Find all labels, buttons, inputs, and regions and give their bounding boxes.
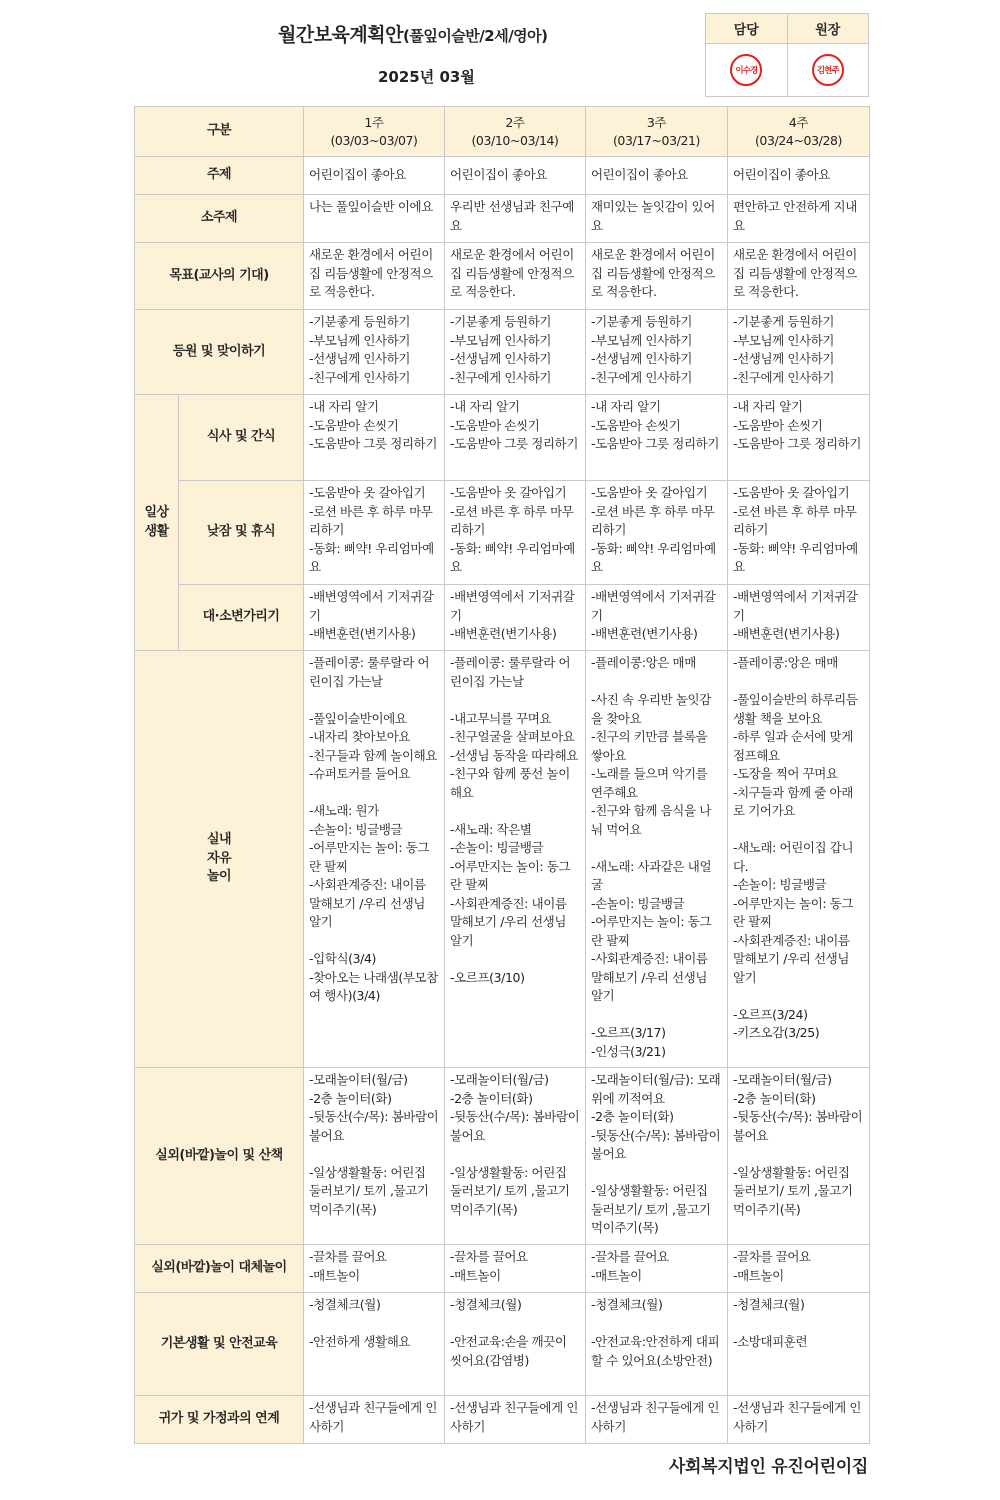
outdoor-alt-cell: -끌차를 끌어요 -매트놀이 — [728, 1245, 870, 1293]
nap-cell: -도움받아 옷 갈아입기 -로션 바른 후 하루 마무리하기 -동화: 삐약! 우리엄마예요 — [304, 481, 445, 585]
director-stamp: 김현주 — [812, 54, 844, 86]
outdoor-alt-cell: -끌차를 끌어요 -매트놀이 — [586, 1245, 728, 1293]
meal-row — [135, 395, 870, 481]
approval-label-director: 원장 — [787, 14, 869, 44]
indoor-cell: -플레이콩:앙은 매매 -풀잎이슬반의 하루리듬생활 책을 보아요 -하루 일과 순서에 맞게 점프해요 -도장을 찍어 꾸며요 -치구들과 함께 줄 아래로 기어가요 -새노래: 어린이집 갑니다. -손놀이: 빙글뱅글 -어루만지는 놀이: 동그란 팔찌 -사회관계증진: 내이름 말해보기 /우리 선생님 알기 -오르프(3/24) -키즈오감(3/25) — [728, 651, 870, 1068]
toilet-cell: -배변영역에서 기저귀갈기 -배변훈련(변기사용) — [445, 585, 586, 651]
toilet-label: 대·소변가리기 — [179, 585, 304, 651]
safety-cell: -청결체크(월) -안전하게 생활해요 — [304, 1293, 445, 1396]
nap-label: 낮잠 및 휴식 — [179, 481, 304, 585]
arrival-cell: -기분좋게 등원하기 -부모님께 인사하기 -선생님께 인사하기 -친구에게 인사하기 — [304, 310, 445, 395]
approval-stamp-cell-director — [787, 44, 869, 97]
theme-cell: 어린이집이 좋아요 — [445, 157, 586, 195]
week-4-name: 4주 — [788, 114, 809, 130]
arrival-cell: -기분좋게 등원하기 -부모님께 인사하기 -선생님께 인사하기 -친구에게 인사하기 — [728, 310, 870, 395]
goal-cell: 새로운 환경에서 어린이집 리듬생활에 안정적으로 적응한다. — [728, 243, 870, 310]
home-cell: -선생님과 친구들에게 인사하기 — [586, 1396, 728, 1444]
subtheme-label: 소주제 — [135, 195, 304, 243]
organization-name: 사회복지법인 유진어린이집 — [668, 1457, 868, 1477]
indoor-cell: -플레이콩:앙은 매매 -사진 속 우리반 놀잇감을 찾아요 -친구의 키만큼 블록을 쌓아요 -노래를 들으며 악기를 연주해요 -친구와 함께 음식을 나눠 먹어요 -새노래: 사과같은 내얼굴 -손놀이: 빙글뱅글 -어루만지는 놀이: 동그란 팔찌 -사회관계증진: 내이름 말해보기 /우리 선생님 알기 -오르프(3/17) -인성극(3/21) — [586, 651, 728, 1068]
nap-cell: -도움받아 옷 갈아입기 -로션 바른 후 하루 마무리하기 -동화: 삐약! 우리엄마예요 — [728, 481, 870, 585]
subtheme-cell: 우리반 선생님과 친구예요 — [445, 195, 586, 243]
safety-row — [135, 1293, 870, 1396]
manager-stamp: 이수경 — [730, 54, 762, 86]
week-2-header — [445, 107, 586, 157]
home-cell: -선생님과 친구들에게 인사하기 — [728, 1396, 870, 1444]
safety-cell: -청결체크(월) -소방대피훈련 — [728, 1293, 870, 1396]
week-4-range: (03/24~03/28) — [754, 132, 843, 148]
outdoor-cell: -모래놀이터(월/금): 모래 위에 끼적여요 -2층 놀이터(화) -뒷동산(수/목): 봄바람이 불어요 -일상생활활동: 어린집 둘러보기/ 토끼 ,물고기 먹이주기(목) — [586, 1068, 728, 1245]
meal-cell: -내 자리 알기 -도움받아 손씻기 -도움받아 그릇 정리하기 — [586, 395, 728, 481]
theme-cell: 어린이집이 좋아요 — [728, 157, 870, 195]
indoor-row — [135, 651, 870, 1068]
outdoor-cell: -모래놀이터(월/금) -2층 놀이터(화) -뒷동산(수/목): 봄바람이 불어요 -일상생활활동: 어린집 둘러보기/ 토끼 ,물고기 먹이주기(목) — [728, 1068, 870, 1245]
subtheme-row — [135, 195, 870, 243]
week-1-name: 1주 — [364, 114, 384, 130]
subtheme-cell: 나는 풀잎이슬반 이에요 — [304, 195, 445, 243]
subtheme-cell: 재미있는 놀잇감이 있어요 — [586, 195, 728, 243]
week-2-range: (03/10~03/14) — [471, 132, 559, 148]
meal-cell: -내 자리 알기 -도움받아 손씻기 -도움받아 그릇 정리하기 — [304, 395, 445, 481]
page-title — [278, 20, 548, 47]
indoor-cell: -플레이콩: 룰루랄라 어린이집 가는날 -풀잎이슬반이에요 -내자리 찾아보아요 -친구들과 함께 놀이해요 -슈퍼토커를 들어요 -새노래: 원가 -손놀이: 빙글뱅글 -어루만지는 놀이: 동그란 팔찌 -사회관계증진: 내이름 말해보기 /우리 선생님 알기 -입학식(3/4) -찾아오는 나래샘(부모참여 행사)(3/4) — [304, 651, 445, 1068]
nap-row — [135, 481, 870, 585]
meal-cell: -내 자리 알기 -도움받아 손씻기 -도움받아 그릇 정리하기 — [728, 395, 870, 481]
arrival-cell: -기분좋게 등원하기 -부모님께 인사하기 -선생님께 인사하기 -친구에게 인사하기 — [445, 310, 586, 395]
outdoor-alt-cell: -끌차를 끌어요 -매트놀이 — [304, 1245, 445, 1293]
week-3-range: (03/17~03/21) — [612, 132, 701, 148]
home-label: 귀가 및 가정과의 연계 — [135, 1396, 304, 1444]
arrival-row — [135, 310, 870, 395]
arrival-label: 등원 및 맞이하기 — [135, 310, 304, 395]
goal-cell: 새로운 환경에서 어린이집 리듬생활에 안정적으로 적응한다. — [586, 243, 728, 310]
theme-cell: 어린이집이 좋아요 — [586, 157, 728, 195]
goal-cell: 새로운 환경에서 어린이집 리듬생활에 안정적으로 적응한다. — [445, 243, 586, 310]
goal-row — [135, 243, 870, 310]
approval-label-manager: 담당 — [706, 14, 788, 44]
toilet-row — [135, 585, 870, 651]
toilet-cell: -배변영역에서 기저귀갈기 -배변훈련(변기사용) — [586, 585, 728, 651]
week-3-header — [586, 107, 728, 157]
goal-cell: 새로운 환경에서 어린이집 리듬생활에 안정적으로 적응한다. — [304, 243, 445, 310]
safety-cell: -청결체크(월) -안전교육:손을 깨끗이 씻어요(감염병) — [445, 1293, 586, 1396]
week-1-range: (03/03~03/07) — [330, 132, 418, 148]
nap-cell: -도움받아 옷 갈아입기 -로션 바른 후 하루 마무리하기 -동화: 삐약! 우리엄마예요 — [586, 481, 728, 585]
nap-cell: -도움받아 옷 갈아입기 -로션 바른 후 하루 마무리하기 -동화: 삐약! 우리엄마예요 — [445, 481, 586, 585]
title-sub: (풀잎이슬반/2세/영아) — [402, 27, 548, 45]
header-row — [135, 107, 870, 157]
week-4-header — [728, 107, 870, 157]
plan-month: 2025년 03월 — [378, 68, 475, 86]
arrival-cell: -기분좋게 등원하기 -부모님께 인사하기 -선생님께 인사하기 -친구에게 인사하기 — [586, 310, 728, 395]
indoor-label: 실내 자유 놀이 — [135, 651, 304, 1068]
outdoor-row — [135, 1068, 870, 1245]
safety-cell: -청결체크(월) -안전교육:안전하게 대피할 수 있어요(소방안전) — [586, 1293, 728, 1396]
header-label: 구분 — [135, 107, 304, 157]
week-2-name: 2주 — [505, 114, 525, 130]
approval-box — [705, 13, 869, 97]
outdoor-alt-label: 실외(바깥)놀이 대체놀이 — [135, 1245, 304, 1293]
plan-table — [134, 106, 870, 1444]
outdoor-label: 실외(바깥)놀이 및 산책 — [135, 1068, 304, 1245]
home-row — [135, 1396, 870, 1444]
outdoor-cell: -모래놀이터(월/금) -2층 놀이터(화) -뒷동산(수/목): 봄바람이 불어요 -일상생활활동: 어린집 둘러보기/ 토끼 ,물고기 먹이주기(목) — [445, 1068, 586, 1245]
indoor-cell: -플레이콩: 룰루랄라 어린이집 가는날 -내고무늬를 꾸며요 -친구얼굴을 살펴보아요 -선생님 동작을 따라해요 -친구와 함께 풍선 놀이해요 -새노래: 작은별 -손놀이: 빙글뱅글 -어루만지는 놀이: 동그란 팔찌 -사회관계증진: 내이름 말해보기 /우리 선생님 알기 -오르프(3/10) — [445, 651, 586, 1068]
toilet-cell: -배변영역에서 기저귀갈기 -배변훈련(변기사용) — [728, 585, 870, 651]
goal-label: 목표(교사의 기대) — [135, 243, 304, 310]
outdoor-alt-row — [135, 1245, 870, 1293]
meal-cell: -내 자리 알기 -도움받아 손씻기 -도움받아 그릇 정리하기 — [445, 395, 586, 481]
safety-label: 기본생활 및 안전교육 — [135, 1293, 304, 1396]
theme-row — [135, 157, 870, 195]
home-cell: -선생님과 친구들에게 인사하기 — [445, 1396, 586, 1444]
theme-cell: 어린이집이 좋아요 — [304, 157, 445, 195]
daily-life-label: 일상 생활 — [135, 395, 179, 651]
outdoor-cell: -모래놀이터(월/금) -2층 놀이터(화) -뒷동산(수/목): 봄바람이 불어요 -일상생활활동: 어린집 둘러보기/ 토끼 ,물고기 먹이주기(목) — [304, 1068, 445, 1245]
outdoor-alt-cell: -끌차를 끌어요 -매트놀이 — [445, 1245, 586, 1293]
subtheme-cell: 편안하고 안전하게 지내요 — [728, 195, 870, 243]
title-main: 월간보육계획안 — [278, 24, 403, 46]
theme-label: 주제 — [135, 157, 304, 195]
home-cell: -선생님과 친구들에게 인사하기 — [304, 1396, 445, 1444]
week-1-header — [304, 107, 445, 157]
meal-label: 식사 및 간식 — [179, 395, 304, 481]
approval-stamp-cell-manager — [706, 44, 788, 97]
week-3-name: 3주 — [646, 114, 667, 130]
toilet-cell: -배변영역에서 기저귀갈기 -배변훈련(변기사용) — [304, 585, 445, 651]
